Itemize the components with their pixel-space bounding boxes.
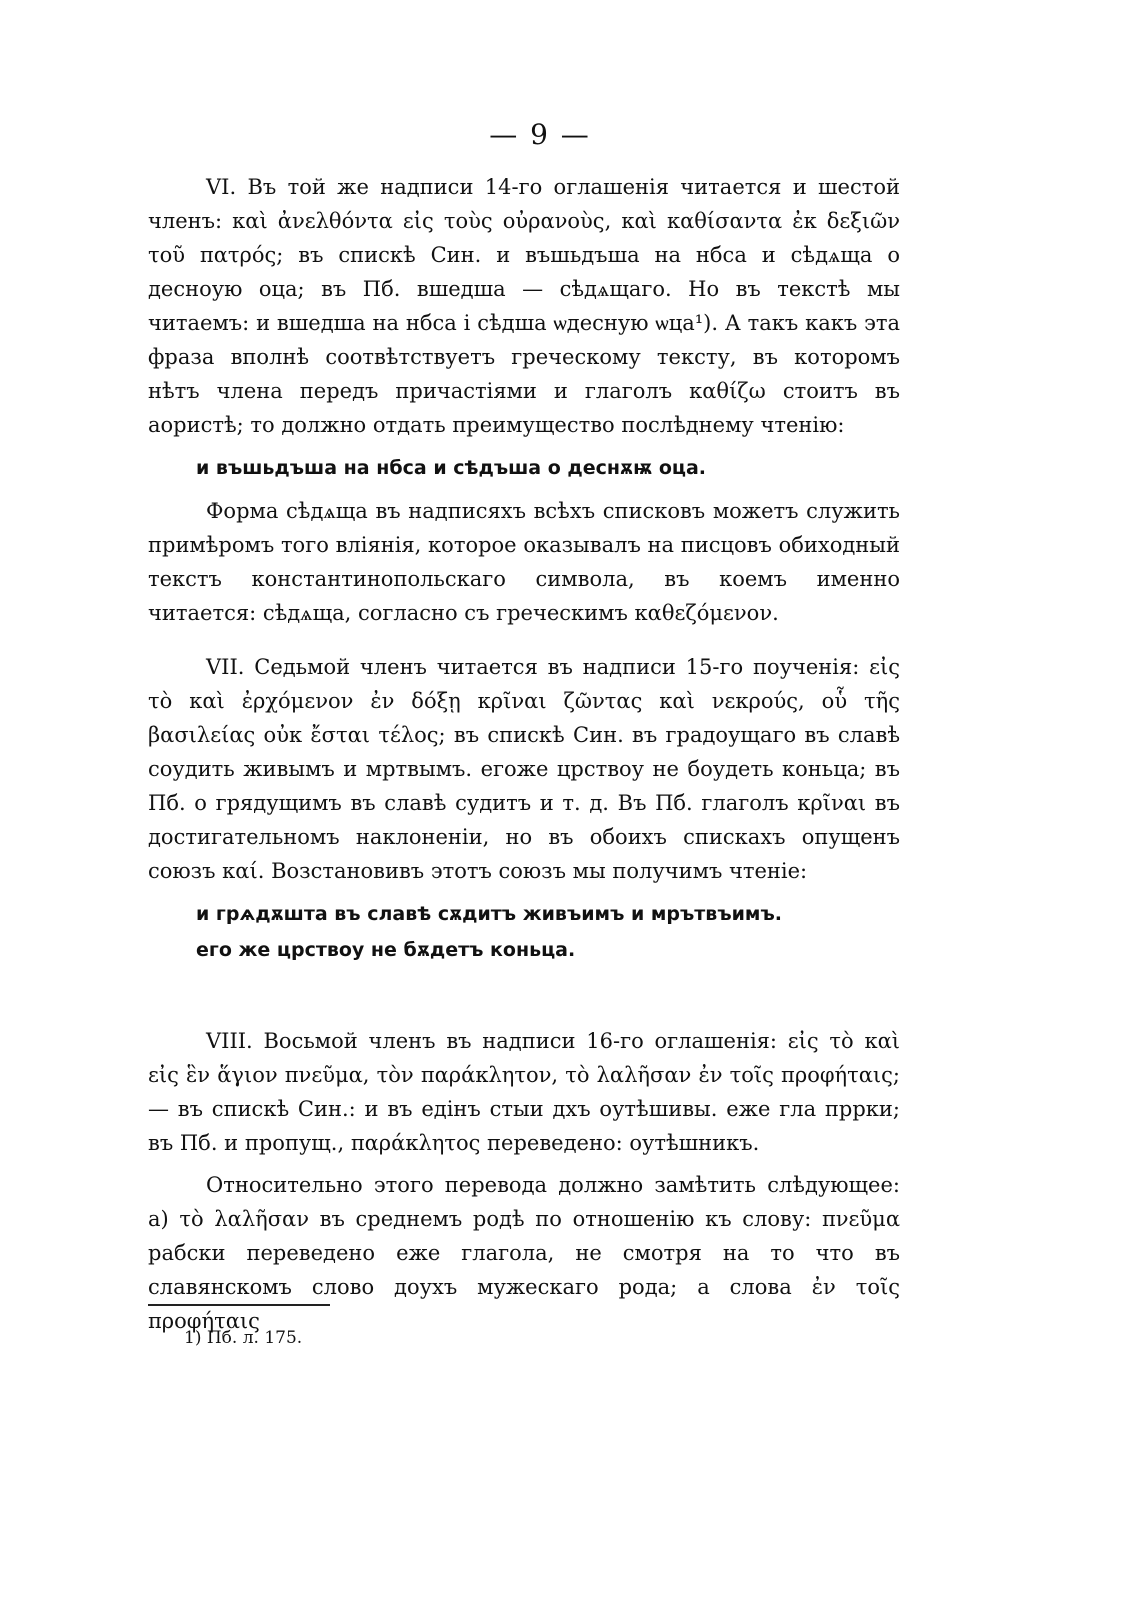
section-8: [148, 1024, 900, 1346]
footnote-divider: [148, 1304, 330, 1306]
section-6: [148, 170, 900, 638]
section-7-quote-line-1: и грѧдѫшта въ славѣ сѫдитъ живъимъ и мрътвъимъ.: [196, 903, 782, 925]
section-7-quote-line-2: его же црствоу не бѫдетъ коньца.: [196, 939, 576, 961]
section-6-paragraph-1: VI. Въ той же надписи 14-го оглашенія читается и шестой членъ: καὶ ἀνελθόντα εἰς τοὺς οὐρανοὺς, καὶ καθίσαντα ἐκ δεξιῶν τοῦ πατρός; въ спискѣ Син. и въшьдъша на нбса и сѣдѧща о десноую оца; въ Пб. вшедша — сѣдѧщаго. Но въ текстѣ мы читаемъ: и вшедша на нбса і сѣдша ѡдесную ѡца¹). А такъ какъ эта фраза вполнѣ соотвѣтствуетъ греческому тексту, въ которомъ нѣтъ члена передъ причастіями и глаголъ καθίζω стоитъ въ аористѣ; то должно отдать преимущество послѣднему чтенію:: [148, 175, 900, 437]
page-number: — 9 —: [489, 118, 591, 151]
footnote: 1) Пб. л. 175.: [184, 1328, 303, 1348]
section-7-paragraph-1: VII. Седьмой членъ читается въ надписи 15-го поученія: εἰς τὸ καὶ ἐρχόμενον ἐν δόξῃ κρῖναι ζῶντας καὶ νεκρούς, οὗ τῆς βασιλείας οὐκ ἔσται τέλος; въ спискѣ Син. въ градоущаго въ славѣ соудить живымъ и мртвымъ. егоже црствоу не боудеть коньца; въ Пб. о грядущимъ въ славѣ судитъ и т. д. Въ Пб. глаголъ κρῖναι въ достигательномъ наклоненіи, но въ обоихъ спискахъ опущенъ союзъ καί. Возстановивъ этотъ союзъ мы получимъ чтеніе:: [148, 655, 900, 883]
section-8-paragraph-2: Относительно этого перевода должно замѣтить слѣдующее: а) τὸ λαλῆσαν въ среднемъ родѣ по отношенію къ слову: πνεῦμα рабски переведено еже глагола, не смотря на то что въ славянскомъ слово доухъ мужескаго рода; а слова ἐν τοῖς προφήταις: [148, 1173, 900, 1333]
section-7: [148, 650, 900, 976]
section-6-quote: и въшьдъша на нбса и сѣдъша о деснѫѭ оца.: [196, 457, 706, 479]
section-8-paragraph-1: VIII. Восьмой членъ въ надписи 16-го оглашенія: εἰς τὸ καὶ εἰς ἓν ἅγιον πνεῦμα, τὸν παράκλητον, τὸ λαλῆσαν ἐν τοῖς προφήταις; — въ спискѣ Син.: и въ едінъ стыи дхъ оутѣшивы. еже гла пррки; въ Пб. и пропущ., παράκλητος переведено: оутѣшникъ.: [148, 1029, 900, 1155]
section-6-paragraph-2: Форма сѣдѧща въ надписяхъ всѣхъ списковъ можетъ служить примѣромъ того вліянія, которое оказывалъ на писцовъ обиходный текстъ константинопольскаго символа, въ коемъ именно читается: сѣдѧща, согласно съ греческимъ καθεζόμενον.: [148, 499, 900, 625]
